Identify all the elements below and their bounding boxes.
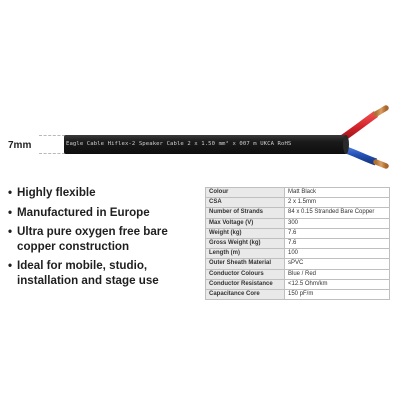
table-row bbox=[206, 279, 390, 289]
spec-value: Matt Black bbox=[285, 188, 390, 198]
spec-key: Outer Sheath Material bbox=[206, 259, 285, 269]
spec-key: Length (m) bbox=[206, 249, 285, 259]
red-core-copper-tip bbox=[376, 108, 386, 114]
spec-key: Max Voltage (V) bbox=[206, 218, 285, 228]
spec-value: 7.6 bbox=[285, 239, 390, 249]
spec-value: 150 pF/m bbox=[285, 290, 390, 300]
spec-value: 100 bbox=[285, 249, 390, 259]
spec-key: Conductor Resistance bbox=[206, 279, 285, 289]
bullet-icon: • bbox=[8, 225, 13, 238]
spec-key: Weight (kg) bbox=[206, 228, 285, 238]
cable-print-text: Eagle Cable Hiflex-2 Speaker Cable 2 x 1.50 mm² x 007 m UKCA RoHS bbox=[66, 141, 292, 147]
spec-key: Colour bbox=[206, 188, 285, 198]
feature-item: • Manufactured in Europe bbox=[8, 205, 150, 219]
blue-core-copper-tip bbox=[376, 162, 386, 166]
table-row bbox=[206, 188, 390, 198]
table-row bbox=[206, 269, 390, 279]
table-row bbox=[206, 259, 390, 269]
spec-value: Blue / Red bbox=[285, 269, 390, 279]
spec-value: 7.6 bbox=[285, 228, 390, 238]
spec-key: Conductor Colours bbox=[206, 269, 285, 279]
spec-key: Capacitance Core bbox=[206, 290, 285, 300]
table-row bbox=[206, 290, 390, 300]
spec-table bbox=[205, 187, 390, 300]
spec-value: sPVC bbox=[285, 259, 390, 269]
feature-list bbox=[8, 186, 198, 293]
table-row bbox=[206, 198, 390, 208]
spec-value: 84 x 0.15 Stranded Bare Copper bbox=[285, 208, 390, 218]
bullet-icon: • bbox=[8, 205, 13, 219]
table-row bbox=[206, 228, 390, 238]
table-row bbox=[206, 218, 390, 228]
bullet-icon: • bbox=[8, 186, 13, 199]
table-row bbox=[206, 239, 390, 249]
dimension-label: 7mm bbox=[8, 140, 32, 151]
table-row bbox=[206, 249, 390, 259]
feature-item: • Highly flexible bbox=[8, 186, 96, 199]
spec-value: <12.5 Ohm/km bbox=[285, 279, 390, 289]
spec-key: CSA bbox=[206, 198, 285, 208]
spec-key: Gross Weight (kg) bbox=[206, 239, 285, 249]
table-row bbox=[206, 208, 390, 218]
spec-key: Number of Strands bbox=[206, 208, 285, 218]
feature-item: • Ideal for mobile, studio, installation and stage use bbox=[8, 259, 159, 287]
spec-value: 2 x 1.5mm bbox=[285, 198, 390, 208]
feature-item: • Ultra pure oxygen free bare copper construction bbox=[8, 225, 168, 253]
bullet-icon: • bbox=[8, 259, 13, 272]
spec-value: 300 bbox=[285, 218, 390, 228]
